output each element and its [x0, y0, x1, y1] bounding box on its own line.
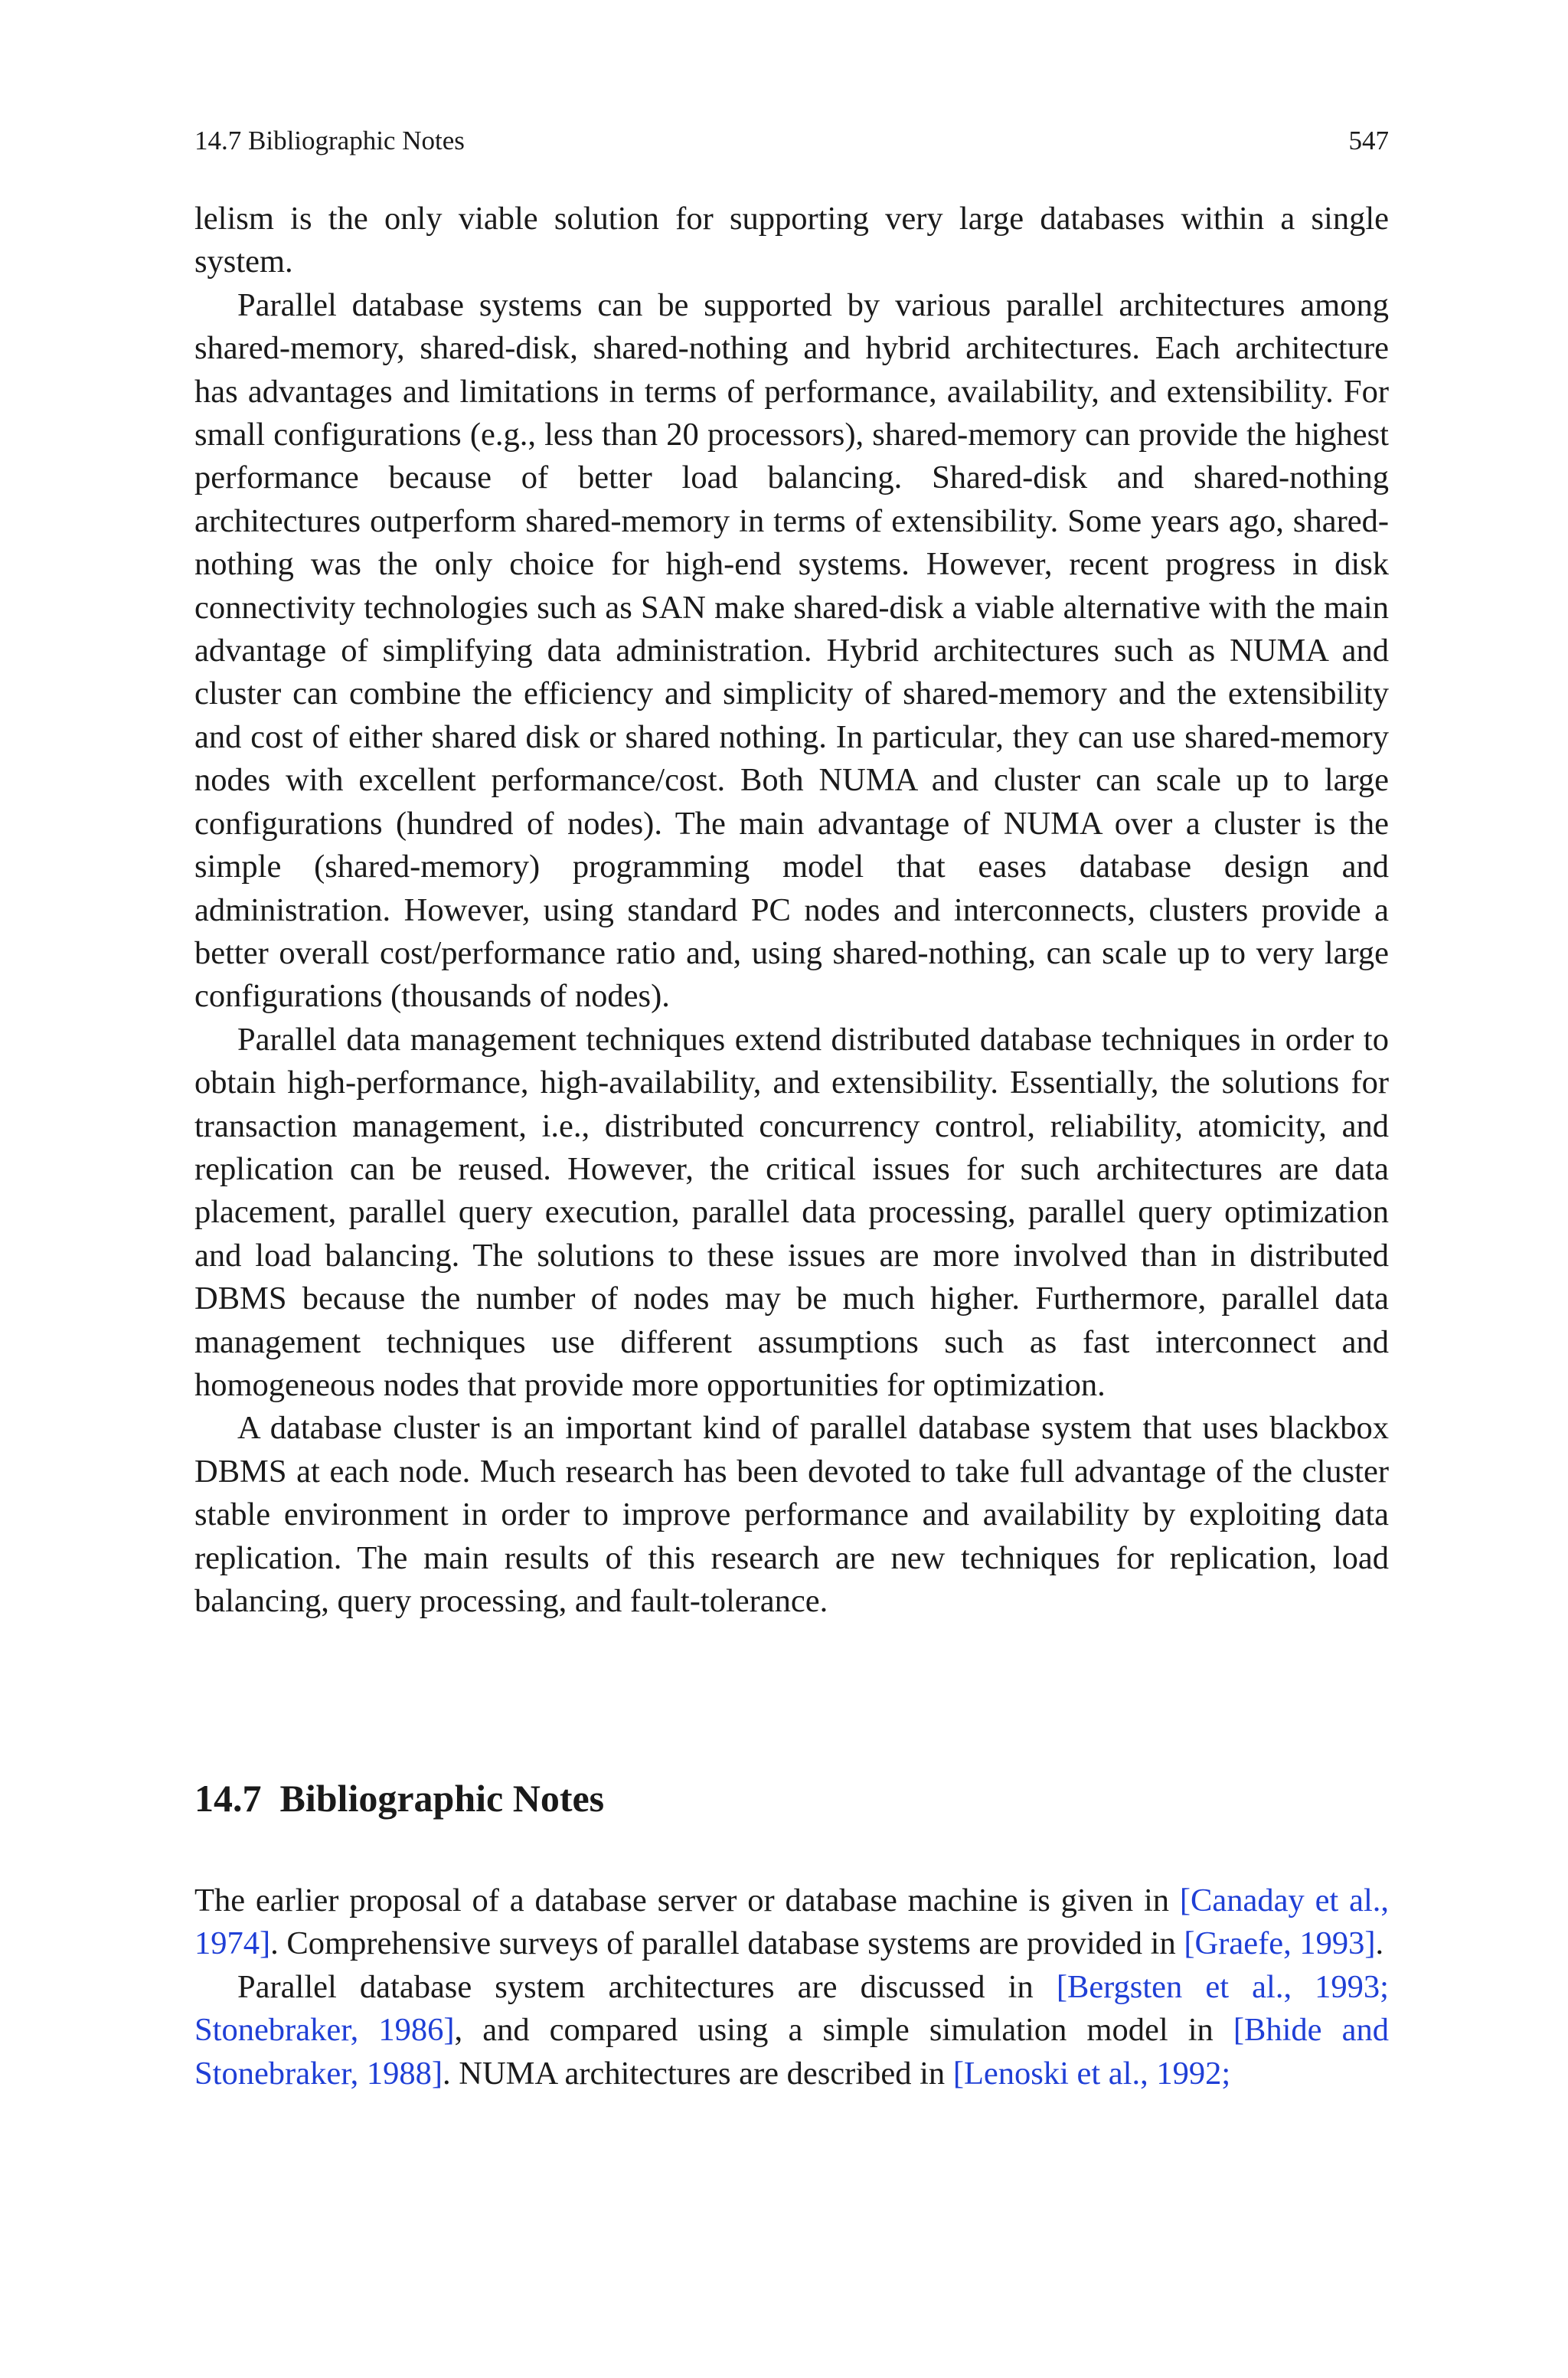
page-number: 547 — [1348, 126, 1389, 155]
body-text — [194, 198, 1389, 1623]
notes-text: The earlier proposal of a database server or database machine is given in — [194, 1882, 1180, 1918]
notes-text: . Comprehensive surveys of parallel database systems are provided in — [270, 1925, 1184, 1962]
citation-link[interactable]: [Lenoski et al., 1992; — [952, 2055, 1231, 2092]
citation-link[interactable]: [Canaday et al., 1974] — [194, 1882, 1390, 1962]
running-head-title: 14.7 Bibliographic Notes — [194, 126, 465, 155]
citation-link[interactable]: [Bhide and Stonebraker, 1988] — [194, 2012, 1389, 2092]
section-heading — [194, 1775, 1389, 1821]
notes-text: . — [1375, 1925, 1384, 1962]
bibliographic-notes — [194, 1879, 1389, 2095]
notes-paragraph-2 — [194, 1966, 1389, 2095]
citation-link[interactable]: [Bergsten et al., 1993; Stonebraker, 1986] — [194, 1968, 1389, 2049]
paragraph-database-cluster: A database cluster is an important kind of parallel database system that uses blackbox DBMS at each node. Much research has been devoted to take full advantage of the cluster stable environment in order to improve performance and availability by exploiting data replication. The main results of this research are new techniques for replication, load balancing, query processing, and fault-tolerance. — [194, 1410, 1389, 1619]
section-number: 14.7 — [194, 1777, 262, 1820]
paragraph-data-management: Parallel data management techniques extend distributed database techniques in order to obtain high-performance, high-availability, and extensibility. Essentially, the solutions for transaction management, i.e., distributed concurrency control, reliability, atomicity, and replication can be reused. However, the critical issues for such architectures are data placement, parallel query execution, parallel data processing, parallel query optimization and load balancing. The solutions to these issues are more involved than in distributed DBMS because the number of nodes may be much higher. Furthermore, parallel data management techniques use different assumptions such as fast interconnect and homogeneous nodes that provide more opportunities for optimization. — [194, 1021, 1389, 1403]
notes-paragraph-1 — [194, 1879, 1389, 1966]
notes-text: . NUMA architectures are described in — [443, 2055, 953, 2092]
paragraph-architectures: Parallel database systems can be supported by various parallel architectures among shared-memory, shared-disk, shared-nothing and hybrid architectures. Each architecture has advantages and limitations in terms of performance, availability, and extensibility. For small configurations (e.g., less than 20 processors), shared-memory can provide the highest performance because of better load balancing. Shared-disk and shared-nothing architectures outperform shared-memory in terms of extensibility. Some years ago, shared-nothing was the only choice for high-end systems. However, recent progress in disk connectivity technologies such as SAN make shared-disk a viable alternative with the main advantage of simplifying data administration. Hybrid architectures such as NUMA and cluster can combine the efficiency and simplicity of shared-memory and the extensibility and cost of either shared disk or shared nothing. In particular, they can use shared-memory nodes with excellent performance/cost. Both NUMA and cluster can scale up to large configurations (hundred of nodes). The main advantage of NUMA over a cluster is the simple (shared-memory) programming model that eases database design and administration. However, using standard PC nodes and interconnects, clusters provide a better overall cost/performance ratio and, using shared-nothing, can scale up to very large configurations (thousands of nodes). — [194, 286, 1389, 1015]
section-title: Bibliographic Notes — [279, 1777, 605, 1820]
citation-link[interactable]: [Graefe, 1993] — [1184, 1925, 1376, 1962]
notes-text: Parallel database system architectures are discussed in — [237, 1968, 1057, 2005]
notes-text: , and compared using a simple simulation model in — [454, 2012, 1233, 2049]
paragraph-continued: lelism is the only viable solution for supporting very large databases within a single system. — [194, 201, 1389, 280]
